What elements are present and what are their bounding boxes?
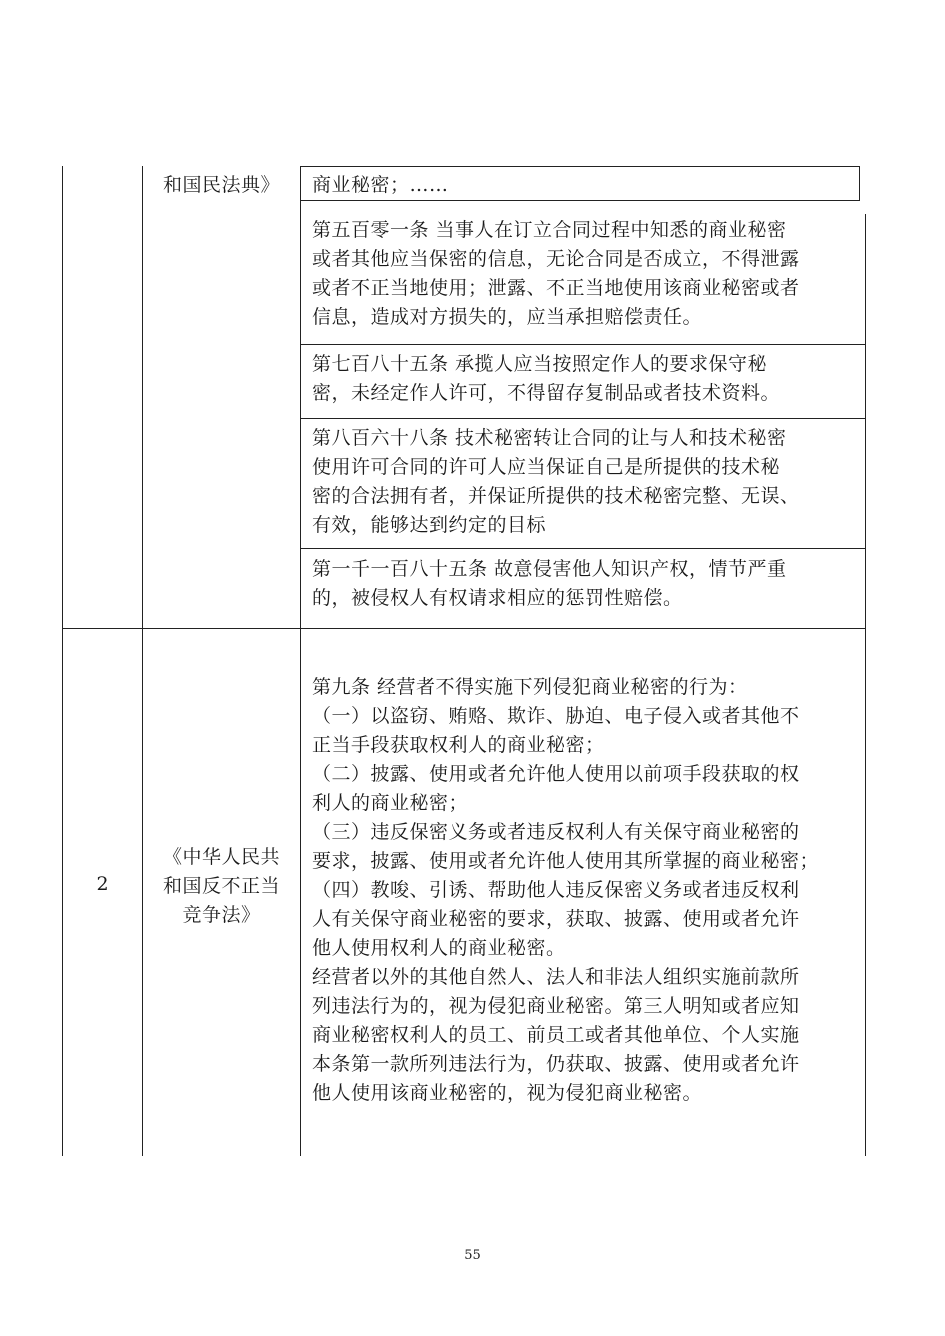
row-divider (62, 628, 865, 629)
table-col-divider-1 (142, 166, 143, 1156)
table-right-border (865, 214, 866, 1156)
table-right-border-top (859, 166, 860, 200)
table-col-divider-2 (300, 166, 301, 1156)
row2-law-name: 《中华人民共 和国反不正当 竞争法》 (162, 846, 280, 926)
table-left-border (62, 166, 63, 1156)
article-divider-1 (300, 200, 860, 201)
row1-article-3: 第七百八十五条 承揽人应当按照定作人的要求保守秘 密，未经定作人许可，不得留存复制品或者技术资料。 (312, 353, 781, 404)
row1-article-4: 第八百六十八条 技术秘密转让合同的让与人和技术秘密 使用许可合同的许可人应当保证自己是所提供的技术秘 密的合法拥有者，并保证所提供的技术秘密完整、无误、 有效，能够达到约定的目标 (312, 427, 800, 536)
row1-law-name: 和国民法典》 (162, 174, 280, 196)
article-divider-3 (300, 418, 865, 419)
row1-top-border (300, 166, 860, 167)
row2-number: 2 (96, 873, 109, 895)
row1-article-1: 商业秘密；…… (312, 174, 449, 196)
row1-article-2: 第五百零一条 当事人在订立合同过程中知悉的商业秘密 或者其他应当保密的信息，无论合同是否成立，不得泄露 或者不正当地使用；泄露、不正当地使用该商业秘密或者 信息，造成对方损失的，应当承担赔偿责任。 (312, 219, 800, 328)
article-divider-4 (300, 548, 865, 549)
row2-article-text: 第九条 经营者不得实施下列侵犯商业秘密的行为： （一）以盗窃、贿赂、欺诈、胁迫、电子侵入或者其他不 正当手段获取权利人的商业秘密； （二）披露、使用或者允许他人使用以前项手段获取的权 利人的商业秘密； （三）违反保密义务或者违反权利人有关保守商业秘密的 要求，披露、使用或者允许他人使用其所掌握的商业秘密； （四）教唆、引诱、帮助他人违反保密义务或者违反权利 人有关保守商业秘密的要求，获取、披露、使用或者允许 他人使用权利人的商业秘密。 经营者以外的其他自然人、法人和非法人组织实施前款所 列违法行为的，视为侵犯商业秘密。第三人明知或者应知 商业秘密权利人的员工、前员工或者其他单位、个人实施 本条第一款所列违法行为，仍获取、披露、使用或者允许 他人使用该商业秘密的，视为侵犯商业秘密。 (312, 676, 820, 1104)
page-number: 55 (464, 1248, 481, 1263)
row1-article-5: 第一千一百八十五条 故意侵害他人知识产权，情节严重 的，被侵权人有权请求相应的惩罚性赔偿。 (312, 558, 787, 609)
article-divider-2 (300, 344, 865, 345)
